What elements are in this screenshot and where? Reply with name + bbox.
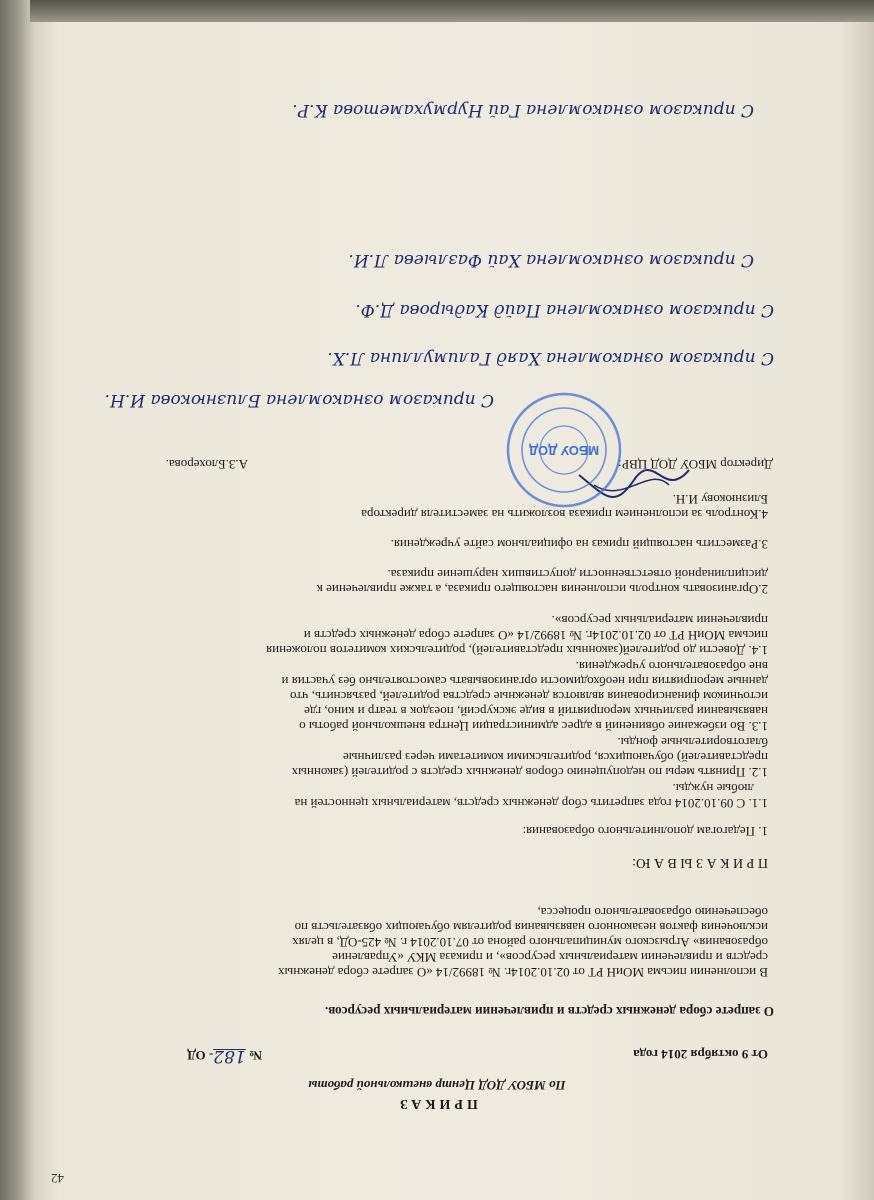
clause-line: данные мероприятия при необходимости организовывать самостоятельно без участия и (281, 674, 768, 689)
clause-line: 3.Разместить настоящий приказ на официальном сайте учреждения. (390, 537, 768, 552)
document-title: ПРИКАЗ (396, 1096, 478, 1111)
order-number-handwritten: 182 (213, 1046, 246, 1066)
clause-line: благотворительные фонды. (617, 735, 768, 750)
official-stamp (504, 390, 624, 510)
number-sign: № (248, 1048, 262, 1063)
clause-line: навязывании различных мероприятий в виде экскурсий, поездок в театр и кино, где (304, 704, 768, 719)
intro-line: средств и привлечении материальных ресурсов», и приказа МКУ «Управление (332, 950, 768, 965)
order-word: П Р И К А З Ы В А Ю: (632, 855, 768, 870)
clause-line: 1. Педагогам дополнительного образования: (522, 824, 768, 839)
clause-line: дисциплинарной ответственности допустивших нарушение приказа. (387, 567, 768, 582)
acknowledgement-line: С приказом ознакомлена Хаяд Галимуллина Л.Х. (327, 348, 774, 368)
clause-line: любые нужды. (672, 781, 754, 796)
clause-line: вне образовательного учреждения. (575, 659, 768, 674)
clause-line: письма МОиН РТ от 02.10.2014г. № 18992/14 «О запрете сбора денежных средств и (303, 628, 768, 643)
acknowledgement-line: С приказом ознакомлена Гай Нурмухаметова К.Р. (292, 100, 754, 120)
acknowledgement-line: С приказом ознакомлена Хай Фазлыева Л.И. (348, 250, 754, 270)
stamp-text: МБОУ ДОД (528, 443, 600, 458)
order-number-suffix: - ОД (187, 1048, 214, 1063)
director-name: А.З.Блохерова. (165, 457, 248, 472)
clause-line: Близнюкову И.Н. (672, 492, 768, 507)
order-date: От 9 октября 2014 года (633, 1047, 768, 1062)
director-label: Директор МБОУ ДОД ЦВР: (617, 457, 773, 472)
acknowledgement-line: С приказом ознакомлена Пайд Кадырова Д.Ф. (355, 300, 774, 320)
clause-line: 4.Контроль за исполнением приказа возложить на заместителя директора (361, 507, 768, 522)
clause-line: привлечении материальных ресурсов». (551, 613, 768, 628)
intro-line: образования» Агрызского муниципального района от 07.10.2014 г. № 425-ОД, в целях (292, 935, 768, 950)
clause-line: 1.2. Принять меры по недопущению сборов денежных средств с родителей (законных (291, 765, 768, 780)
clause-line: 1.3. Во избежание обвинений в адрес администрации Центра внешкольной работы о (299, 719, 768, 734)
order-subject: О запрете сбора денежных средств и привлечении материальных ресурсов. (325, 1004, 774, 1019)
clause-line: 2.Организовать контроль исполнения настоящего приказа, а также привлечение к (316, 582, 768, 597)
clause-line: 1.4. Довести до родителей(законных представителей), родительских комитетов положения (266, 643, 768, 658)
page-number: 42 (51, 1171, 64, 1186)
order-number (187, 1046, 262, 1066)
intro-line: обеспечению образовательного процесса, (537, 905, 768, 920)
clause-line: 1.1. С 09.10.2014 года запретить сбор денежных средств, материальных ценностей на (294, 796, 768, 811)
intro-line: В исполнении письма МОиН РТ от 02.10.2014г. № 18992/14 «О запрете сбора денежных (278, 965, 768, 980)
clause-line: представителей) обучающихся, родительскими комитетами через различные (343, 750, 768, 765)
clause-line: источником финансирования являются денежные средства родителей, разъяснить, что (289, 689, 768, 704)
intro-line: исключения фактов незаконного навязывания родителям обучающих обязательств по (294, 920, 768, 935)
acknowledgement-line: С приказом ознакомлена Близнюкова И.Н. (104, 390, 494, 410)
organization-line: По МБОУ ДОД Центр внешкольной работы (308, 1078, 566, 1093)
